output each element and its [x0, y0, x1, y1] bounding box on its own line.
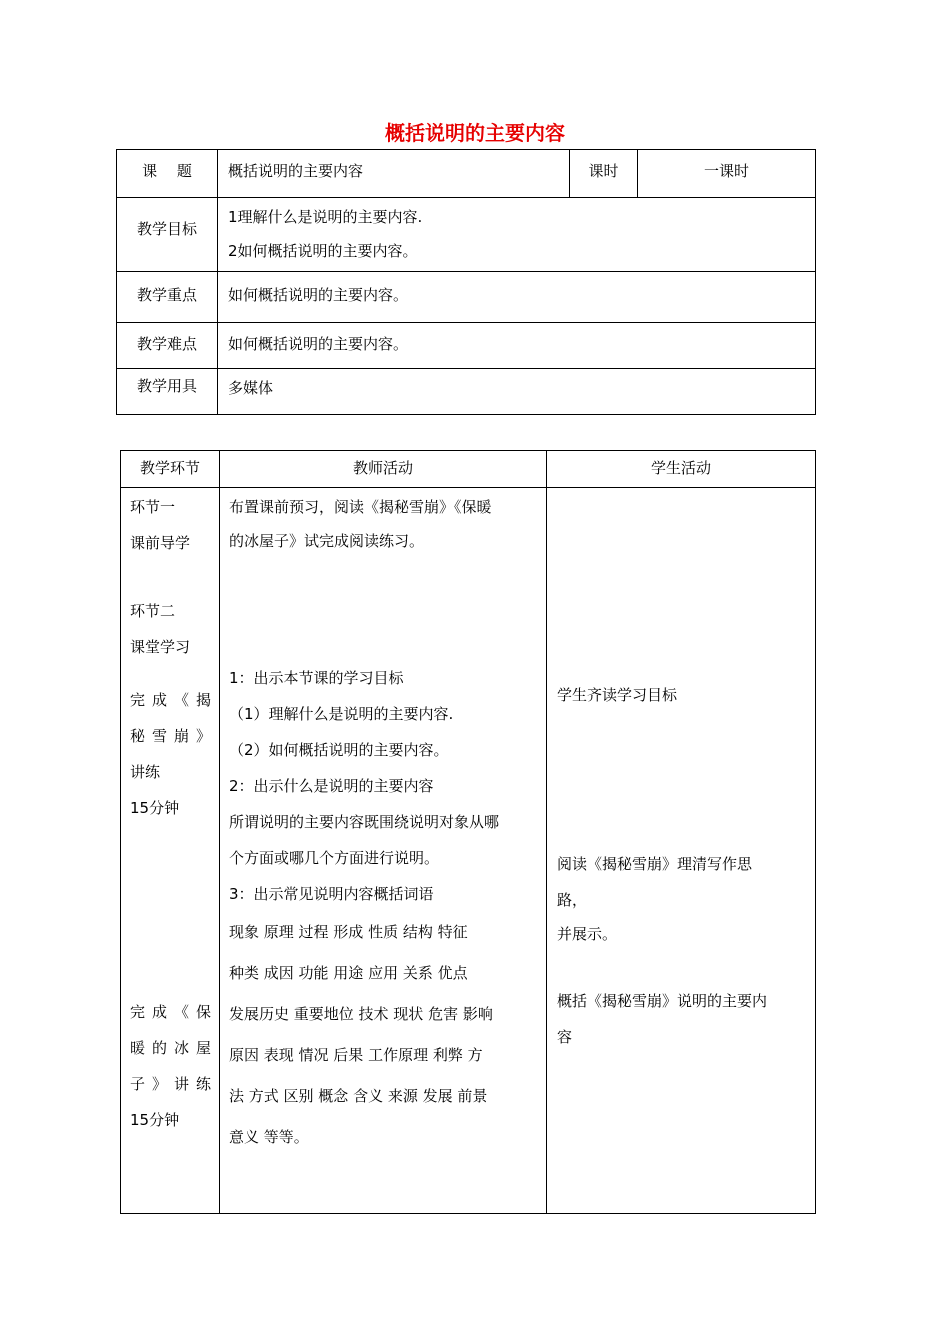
teacher-line: 所谓说明的主要内容既围绕说明对象从哪 [229, 813, 500, 831]
course-label: 课 题 [117, 150, 218, 198]
student-line: 学生齐读学习目标 [557, 686, 678, 704]
difficulty-label: 教学难点 [117, 323, 218, 369]
objectives-content [218, 198, 816, 272]
period-label: 课时 [570, 150, 638, 198]
header-stage: 教学环节 [121, 451, 220, 488]
stage-line: 15分钟 [130, 1111, 180, 1129]
student-line: 概括《揭秘雪崩》说明的主要内 [557, 992, 768, 1010]
course-value: 概括说明的主要内容 [218, 150, 570, 198]
student-column [547, 488, 816, 1214]
stage-line: 讲练 [130, 763, 161, 781]
key-point-label: 教学重点 [117, 272, 218, 323]
tools-content: 多媒体 [218, 369, 816, 415]
stage-line: 完成《揭 [130, 691, 211, 709]
period-value: 一课时 [638, 150, 816, 198]
teacher-line: （2）如何概括说明的主要内容。 [229, 741, 449, 759]
header-student: 学生活动 [547, 451, 816, 488]
stage-line: 课前导学 [130, 534, 191, 552]
term-line: 意义 等等。 [229, 1128, 309, 1146]
student-line: 并展示。 [557, 925, 618, 943]
teacher-line: 2：出示什么是说明的主要内容 [229, 777, 434, 795]
teacher-line: 的冰屋子》试完成阅读练习。 [229, 532, 425, 550]
objective-line: 1理解什么是说明的主要内容. [228, 208, 423, 226]
page-title: 概括说明的主要内容 [385, 121, 565, 145]
stage-line: 课堂学习 [130, 638, 191, 656]
stage-line: 暖的冰屋 [130, 1039, 211, 1057]
info-table [116, 149, 816, 415]
stage-line: 子》讲练 [130, 1075, 211, 1093]
tools-label: 教学用具 [117, 369, 218, 415]
process-table [120, 450, 816, 1214]
term-line: 种类 成因 功能 用途 应用 关系 优点 [229, 964, 468, 982]
stage-line: 完成《保 [130, 1003, 211, 1021]
objectives-label: 教学目标 [117, 198, 218, 272]
stage-line: 秘雪崩》 [130, 727, 211, 745]
term-line: 原因 表现 情况 后果 工作原理 利弊 方 [229, 1046, 483, 1064]
teacher-line: （1）理解什么是说明的主要内容. [229, 705, 454, 723]
teacher-line: 布置课前预习，阅读《揭秘雪崩》《保暖 [229, 498, 492, 516]
teacher-column [220, 488, 547, 1214]
teacher-line: 个方面或哪几个方面进行说明。 [229, 849, 440, 867]
stage-line: 环节一 [130, 498, 176, 516]
objective-line: 2如何概括说明的主要内容。 [228, 242, 418, 260]
difficulty-content: 如何概括说明的主要内容。 [218, 323, 816, 369]
term-line: 现象 原理 过程 形成 性质 结构 特征 [229, 923, 468, 941]
teacher-line: 3：出示常见说明内容概括词语 [229, 885, 434, 903]
student-line: 阅读《揭秘雪崩》理清写作思 [557, 855, 753, 873]
student-line: 容 [557, 1028, 573, 1046]
stage-column [121, 488, 220, 1214]
key-point-content: 如何概括说明的主要内容。 [218, 272, 816, 323]
student-line: 路， [557, 891, 588, 909]
header-teacher: 教师活动 [220, 451, 547, 488]
stage-line: 环节二 [130, 602, 176, 620]
teacher-line: 1：出示本节课的学习目标 [229, 669, 404, 687]
term-line: 法 方式 区别 概念 含义 来源 发展 前景 [229, 1087, 488, 1105]
term-line: 发展历史 重要地位 技术 现状 危害 影响 [229, 1005, 493, 1023]
stage-line: 15分钟 [130, 799, 180, 817]
